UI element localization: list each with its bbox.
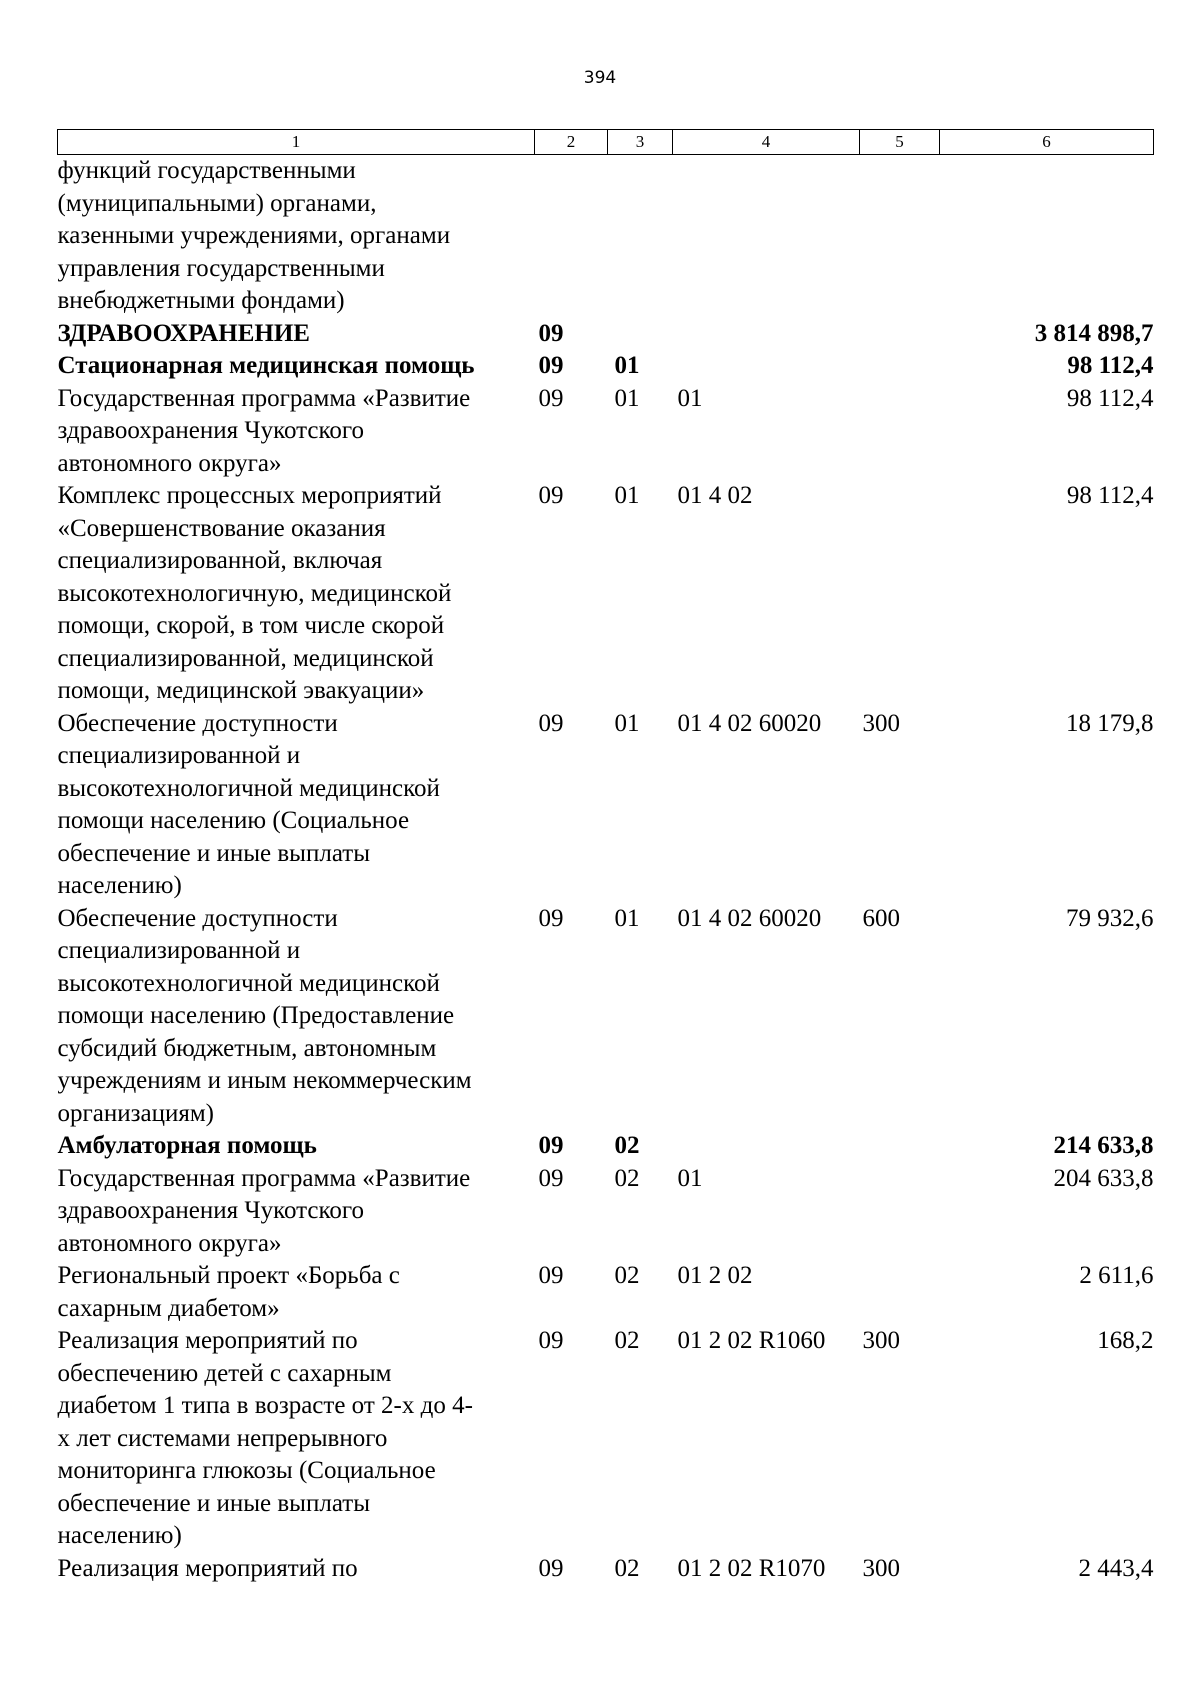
table-row	[58, 1260, 1154, 1325]
row-name-line: ЗДРАВООХРАНЕНИЕ	[57, 319, 310, 347]
row-name	[58, 1130, 535, 1163]
row-name-line: здравоохранения Чукотского	[57, 1197, 364, 1224]
row-name-line: специализированной, медицинской	[57, 644, 434, 672]
subsection-code: 02	[614, 1262, 640, 1289]
expense-type-code	[860, 318, 940, 351]
row-name-line: помощи населению (Социальное	[57, 807, 410, 834]
amount: 168,2	[1097, 1327, 1154, 1354]
amount: 98 112,4	[1066, 482, 1154, 509]
expense-type-code: 600	[862, 904, 900, 932]
table-row	[58, 1163, 1154, 1261]
section-code: 09	[538, 1164, 564, 1192]
row-name-line: организациям)	[57, 1099, 214, 1127]
subsection-code	[608, 318, 673, 351]
row-name-line: (муниципальными) органами,	[57, 189, 377, 217]
row-name-line: высокотехнологичную, медицинской	[57, 579, 452, 607]
row-name-line: населению)	[57, 1522, 182, 1549]
expense-type-code	[860, 350, 940, 383]
subsection-code: 01	[614, 709, 640, 737]
row-name	[58, 155, 535, 318]
section-code: 09	[538, 1132, 564, 1159]
row-name-line: Обеспечение доступности	[57, 709, 338, 737]
column-header-1: 1	[58, 130, 535, 155]
target-article-code: 01 4 02 60020	[677, 904, 822, 932]
row-name-line: населению)	[57, 872, 182, 899]
section-code: 09	[538, 1262, 564, 1289]
row-name-line: Реализация мероприятий по	[57, 1554, 358, 1582]
row-name-line: Региональный проект «Борьба с	[57, 1262, 400, 1289]
row-name-line: специализированной и	[57, 937, 301, 964]
table-row	[58, 1553, 1154, 1586]
amount: 98 112,4	[1066, 384, 1154, 412]
expense-type-code	[860, 480, 940, 708]
amount: 2 611,6	[1079, 1262, 1154, 1289]
target-article-code: 01 2 02	[677, 1262, 753, 1289]
amount	[940, 155, 1154, 318]
table-row	[58, 155, 1154, 318]
subsection-code: 02	[614, 1164, 640, 1192]
row-name-line: высокотехнологичной медицинской	[57, 774, 440, 802]
section-code: 09	[538, 904, 564, 932]
amount: 18 179,8	[1066, 709, 1154, 737]
table-row	[58, 903, 1154, 1131]
target-article-code	[673, 1130, 860, 1163]
row-name-line: субсидий бюджетным, автономным	[57, 1034, 437, 1062]
column-header-5: 5	[860, 130, 940, 155]
target-article-code	[673, 350, 860, 383]
row-name-line: Государственная программа «Развитие	[57, 384, 471, 412]
expense-type-code	[860, 1130, 940, 1163]
amount: 2 443,4	[1078, 1554, 1154, 1582]
row-name-line: специализированной, включая	[57, 547, 383, 574]
expense-type-code: 300	[862, 1554, 900, 1582]
table-row	[58, 480, 1154, 708]
section-code: 09	[538, 319, 564, 347]
subsection-code: 01	[614, 352, 640, 379]
row-name-line: «Совершенствование оказания	[57, 514, 386, 542]
subsection-code: 02	[614, 1132, 640, 1159]
subsection-code: 02	[614, 1554, 640, 1582]
row-name-line: казенными учреждениями, органами	[57, 222, 451, 249]
column-header-6: 6	[940, 130, 1154, 155]
section-code: 09	[538, 1554, 564, 1582]
row-name-line: Амбулаторная помощь	[57, 1132, 317, 1159]
expense-type-code: 300	[862, 709, 900, 737]
row-name-line: учреждениям и иным некоммерческим	[57, 1067, 472, 1094]
amount: 204 633,8	[1053, 1164, 1154, 1192]
row-name-line: Стационарная медицинская помощь	[57, 352, 475, 379]
subsection-code: 02	[614, 1327, 640, 1354]
subsection-code: 01	[614, 904, 640, 932]
row-name-line: мониторинга глюкозы (Социальное	[57, 1457, 436, 1484]
column-header-3: 3	[608, 130, 673, 155]
amount: 98 112,4	[1067, 352, 1154, 379]
subsection-code: 01	[614, 482, 640, 509]
row-name	[58, 903, 535, 1131]
target-article-code	[673, 318, 860, 351]
row-name-line: обеспечению детей с сахарным	[57, 1359, 392, 1387]
row-name-line: Реализация мероприятий по	[57, 1327, 358, 1354]
subsection-code	[608, 155, 673, 318]
column-header-2: 2	[535, 130, 608, 155]
row-name-line: диабетом 1 типа в возрасте от 2-х до 4-	[57, 1392, 473, 1419]
amount: 79 932,6	[1066, 904, 1154, 932]
row-name-line: Комплекс процессных мероприятий	[57, 482, 442, 509]
row-name-line: автономного округа»	[57, 449, 282, 477]
row-name	[58, 708, 535, 903]
amount: 3 814 898,7	[1034, 319, 1154, 347]
table-row	[58, 383, 1154, 481]
row-name-line: специализированной и	[57, 742, 301, 769]
section-code: 09	[538, 709, 564, 737]
section-code: 09	[538, 352, 564, 379]
row-name	[58, 1553, 535, 1586]
table-header	[58, 130, 1154, 155]
row-name	[58, 318, 535, 351]
table-body	[58, 155, 1154, 1586]
target-article-code: 01	[677, 1164, 703, 1192]
target-article-code: 01 4 02 60020	[677, 709, 822, 737]
expense-type-code	[860, 383, 940, 481]
row-name-line: помощи, скорой, в том числе скорой	[57, 612, 445, 639]
expense-type-code: 300	[862, 1327, 900, 1354]
row-name-line: внебюджетными фондами)	[57, 287, 345, 314]
section-code	[535, 155, 608, 318]
target-article-code: 01 4 02	[677, 482, 753, 509]
section-code: 09	[538, 384, 564, 412]
target-article-code: 01 2 02 R1070	[677, 1554, 826, 1582]
expense-type-code	[860, 155, 940, 318]
row-name-line: х лет системами непрерывного	[57, 1424, 388, 1452]
table-row	[58, 1130, 1154, 1163]
column-header-4: 4	[673, 130, 860, 155]
row-name-line: Обеспечение доступности	[57, 904, 338, 932]
row-name-line: здравоохранения Чукотского	[57, 417, 364, 444]
table-row	[58, 708, 1154, 903]
subsection-code: 01	[614, 384, 640, 412]
target-article-code	[673, 155, 860, 318]
row-name-line: обеспечение и иные выплаты	[57, 839, 370, 867]
row-name-line: автономного округа»	[57, 1229, 282, 1257]
page-number: 394	[583, 68, 617, 88]
section-code: 09	[538, 482, 564, 509]
row-name-line: помощи, медицинской эвакуации»	[57, 677, 425, 704]
row-name	[58, 1325, 535, 1553]
row-name-line: функций государственными	[57, 157, 356, 184]
row-name	[58, 383, 535, 481]
expense-type-code	[860, 1260, 940, 1325]
amount: 214 633,8	[1053, 1132, 1154, 1159]
row-name	[58, 1260, 535, 1325]
row-name	[58, 480, 535, 708]
target-article-code: 01 2 02 R1060	[677, 1327, 826, 1354]
row-name	[58, 350, 535, 383]
header-row	[58, 130, 1154, 155]
target-article-code: 01	[677, 384, 703, 412]
table-row	[58, 318, 1154, 351]
row-name-line: сахарным диабетом»	[57, 1294, 280, 1322]
row-name-line: управления государственными	[57, 254, 385, 282]
row-name-line: Государственная программа «Развитие	[57, 1164, 471, 1192]
budget-table	[57, 129, 1154, 1585]
table-row	[58, 350, 1154, 383]
table-row	[58, 1325, 1154, 1553]
row-name-line: обеспечение и иные выплаты	[57, 1489, 370, 1517]
row-name-line: помощи населению (Предоставление	[57, 1002, 455, 1029]
row-name-line: высокотехнологичной медицинской	[57, 969, 440, 997]
expense-type-code	[860, 1163, 940, 1261]
section-code: 09	[538, 1327, 564, 1354]
row-name	[58, 1163, 535, 1261]
